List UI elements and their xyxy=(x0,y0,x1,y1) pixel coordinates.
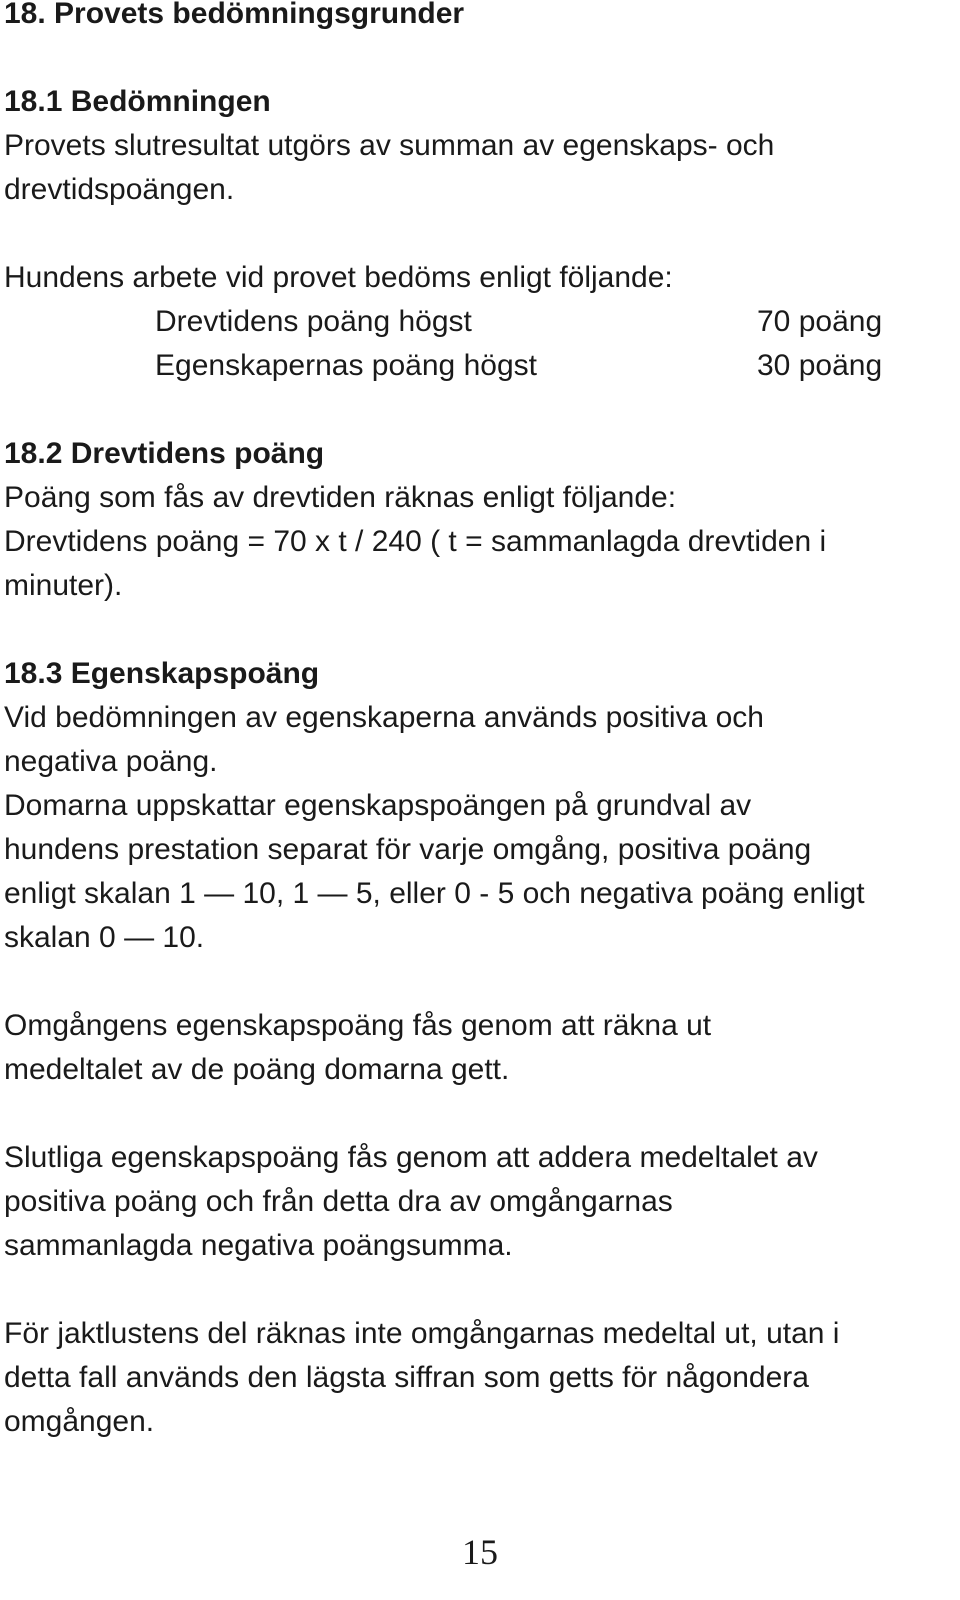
paragraph-line: Slutliga egenskapspoäng fås genom att addera medeltalet av xyxy=(4,1141,818,1174)
paragraph-line: medeltalet av de poäng domarna gett. xyxy=(4,1053,510,1086)
heading-18-2: 18.2 Drevtidens poäng xyxy=(4,437,325,470)
paragraph-line: För jaktlustens del räknas inte omgångarnas medeltal ut, utan i xyxy=(4,1317,840,1350)
paragraph-line: skalan 0 — 10. xyxy=(4,921,205,954)
heading-18-3: 18.3 Egenskapspoäng xyxy=(4,657,320,690)
score-row-value: 30 poäng xyxy=(757,349,883,382)
paragraph-line: drevtidspoängen. xyxy=(4,173,235,206)
paragraph-line: Poäng som fås av drevtiden räknas enligt följande: xyxy=(4,481,677,514)
paragraph-line: omgången. xyxy=(4,1405,155,1438)
score-row-value: 70 poäng xyxy=(757,305,883,338)
paragraph-line: enligt skalan 1 — 10, 1 — 5, eller 0 - 5 och negativa poäng enligt xyxy=(4,877,865,910)
score-row-label: Egenskapernas poäng högst xyxy=(155,349,537,382)
paragraph-line: Hundens arbete vid provet bedöms enligt följande: xyxy=(4,261,673,294)
paragraph-line: minuter). xyxy=(4,569,123,602)
paragraph-line: Vid bedömningen av egenskaperna används positiva och xyxy=(4,701,764,734)
paragraph-line: Domarna uppskattar egenskapspoängen på grundval av xyxy=(4,789,752,822)
page-number: 15 xyxy=(462,1532,498,1572)
paragraph-line: positiva poäng och från detta dra av omgångarnas xyxy=(4,1185,673,1218)
paragraph-line: sammanlagda negativa poängsumma. xyxy=(4,1229,513,1262)
paragraph-line: Drevtidens poäng = 70 x t / 240 ( t = sammanlagda drevtiden i xyxy=(4,525,827,558)
paragraph-line: Provets slutresultat utgörs av summan av egenskaps- och xyxy=(4,129,775,162)
paragraph-line: negativa poäng. xyxy=(4,745,218,778)
score-row-label: Drevtidens poäng högst xyxy=(155,305,472,338)
heading-18-1: 18.1 Bedömningen xyxy=(4,85,271,118)
paragraph-line: detta fall används den lägsta siffran som getts för någondera xyxy=(4,1361,809,1394)
paragraph-line: Omgångens egenskapspoäng fås genom att räkna ut xyxy=(4,1009,712,1042)
paragraph-line: hundens prestation separat för varje omgång, positiva poäng xyxy=(4,833,812,866)
section-title: 18. Provets bedömningsgrunder xyxy=(4,0,465,30)
